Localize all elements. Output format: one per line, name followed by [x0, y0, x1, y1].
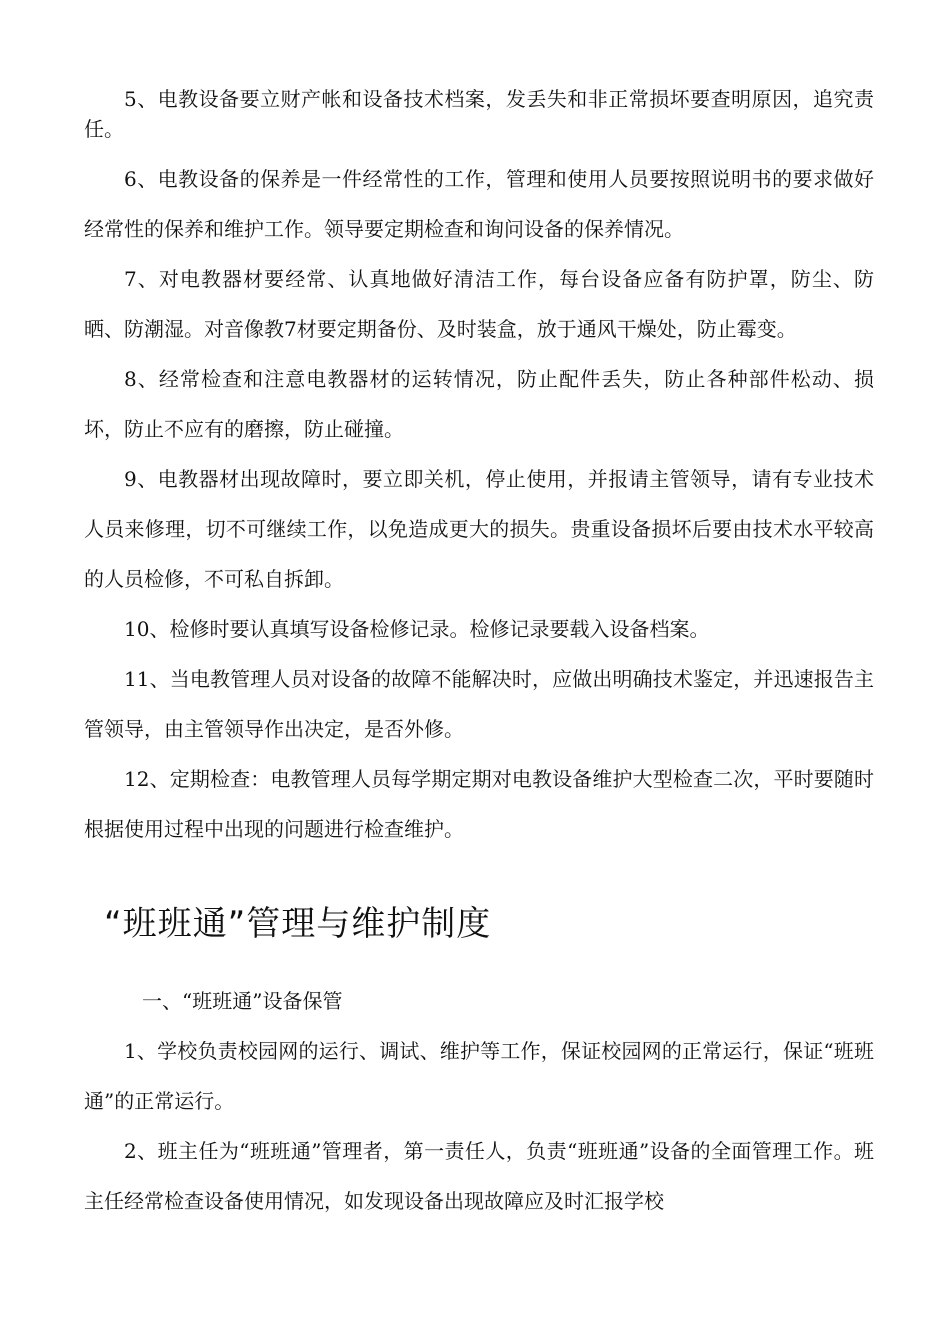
paragraph-11: 11、当电教管理人员对设备的故障不能解决时，应做出明确技术鉴定，并迅速报告主管领导，由主管领导作出决定，是否外修。 — [84, 667, 874, 741]
section-heading: “班班通”管理与维护制度 — [104, 904, 492, 944]
paragraph-10: 10、检修时要认真填写设备检修记录。检修记录要载入设备档案。 — [124, 617, 710, 641]
paragraph-8: 8、经常检查和注意电教器材的运转情况，防止配件丢失，防止各种部件松动、损坏，防止不应有的磨擦，防止碰撞。 — [84, 367, 874, 441]
paragraph-12: 12、定期检查：电教管理人员每学期定期对电教设备维护大型检查二次，平时要随时根据使用过程中出现的问题进行检查维护。 — [84, 767, 874, 841]
paragraph-5: 5、电教设备要立财产帐和设备技术档案，发丢失和非正常损坏要查明原因，追究责任。 — [84, 87, 874, 141]
paragraph-9: 9、电教器材出现故障时，要立即关机，停止使用，并报请主管领导，请有专业技术人员来修理，切不可继续工作，以免造成更大的损失。贵重设备损坏后要由技术水平较高的人员检修，不可私自拆卸。 — [84, 467, 874, 591]
paragraph-6: 6、电教设备的保养是一件经常性的工作，管理和使用人员要按照说明书的要求做好经常性的保养和维护工作。领导要定期检查和询问设备的保养情况。 — [84, 167, 874, 241]
document-page — [84, 0, 874, 1344]
paragraph-b1: 1、学校负责校园网的运行、调试、维护等工作，保证校园网的正常运行，保证“班班通”的正常运行。 — [84, 1039, 874, 1113]
subsection-heading: 一、“班班通”设备保管 — [142, 989, 343, 1013]
paragraph-b2: 2、班主任为“班班通”管理者，第一责任人，负责“班班通”设备的全面管理工作。班主任经常检查设备使用情况，如发现设备出现故障应及时汇报学校 — [84, 1139, 874, 1213]
paragraph-7: 7、对电教器材要经常、认真地做好清洁工作，每台设备应备有防护罩，防尘、防晒、防潮湿。对音像教7材要定期备份、及时装盒，放于通风干燥处，防止霉变。 — [84, 267, 874, 341]
